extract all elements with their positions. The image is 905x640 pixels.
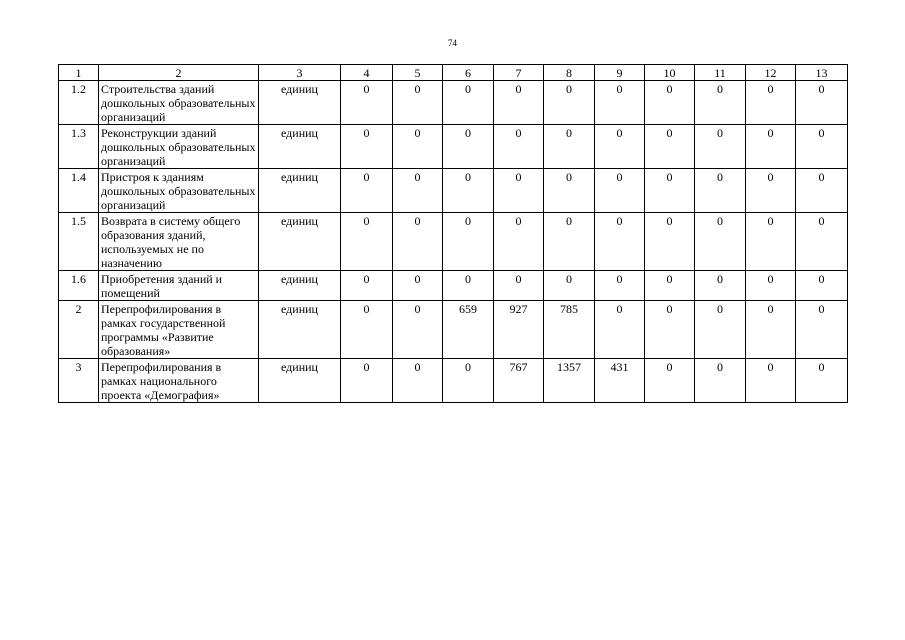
row-number-cell: 1.3 — [59, 125, 99, 169]
data-table — [58, 64, 848, 403]
value-cell: 0 — [443, 271, 494, 301]
row-name-cell: Пристроя к зданиям дошкольных образовательных организаций — [99, 169, 259, 213]
value-cell: 0 — [544, 125, 595, 169]
value-cell: 0 — [796, 213, 848, 271]
value-cell: 0 — [796, 81, 848, 125]
row-name-cell: Реконструкции зданий дошкольных образовательных организаций — [99, 125, 259, 169]
row-number-cell: 1.5 — [59, 213, 99, 271]
value-cell: 0 — [341, 81, 393, 125]
column-header: 7 — [494, 65, 544, 81]
table-row — [59, 359, 848, 403]
table-row — [59, 213, 848, 271]
value-cell: 0 — [341, 359, 393, 403]
row-name-cell: Перепрофилирования в рамках национального проекта «Демография» — [99, 359, 259, 403]
row-unit-cell: единиц — [259, 169, 341, 213]
value-cell: 0 — [695, 125, 746, 169]
value-cell: 0 — [393, 213, 443, 271]
table-row — [59, 169, 848, 213]
value-cell: 0 — [695, 81, 746, 125]
row-number-cell: 1.6 — [59, 271, 99, 301]
value-cell: 0 — [544, 213, 595, 271]
value-cell: 0 — [746, 301, 796, 359]
value-cell: 0 — [595, 271, 645, 301]
row-name-cell: Возврата в систему общего образования зданий, используемых не по назначению — [99, 213, 259, 271]
row-number-cell: 1.4 — [59, 169, 99, 213]
value-cell: 0 — [494, 271, 544, 301]
value-cell: 0 — [746, 271, 796, 301]
value-cell: 0 — [645, 125, 695, 169]
page-number: 74 — [448, 38, 457, 48]
column-header: 3 — [259, 65, 341, 81]
value-cell: 0 — [494, 125, 544, 169]
value-cell: 659 — [443, 301, 494, 359]
value-cell: 0 — [645, 81, 695, 125]
value-cell: 0 — [393, 125, 443, 169]
value-cell: 0 — [796, 271, 848, 301]
value-cell: 0 — [341, 271, 393, 301]
column-header: 9 — [595, 65, 645, 81]
value-cell: 0 — [746, 169, 796, 213]
value-cell: 0 — [341, 125, 393, 169]
value-cell: 0 — [746, 125, 796, 169]
value-cell: 0 — [544, 271, 595, 301]
column-header: 4 — [341, 65, 393, 81]
value-cell: 0 — [494, 213, 544, 271]
value-cell: 0 — [443, 81, 494, 125]
row-unit-cell: единиц — [259, 301, 341, 359]
value-cell: 0 — [645, 301, 695, 359]
value-cell: 0 — [393, 81, 443, 125]
column-header: 5 — [393, 65, 443, 81]
table-row — [59, 81, 848, 125]
value-cell: 0 — [595, 301, 645, 359]
value-cell: 0 — [341, 301, 393, 359]
value-cell: 0 — [695, 359, 746, 403]
value-cell: 0 — [443, 125, 494, 169]
column-header: 13 — [796, 65, 848, 81]
value-cell: 0 — [393, 359, 443, 403]
value-cell: 0 — [341, 169, 393, 213]
row-number-cell: 2 — [59, 301, 99, 359]
value-cell: 0 — [746, 213, 796, 271]
value-cell: 0 — [443, 213, 494, 271]
value-cell: 0 — [695, 301, 746, 359]
row-unit-cell: единиц — [259, 213, 341, 271]
row-name-cell: Приобретения зданий и помещений — [99, 271, 259, 301]
value-cell: 0 — [341, 213, 393, 271]
value-cell: 0 — [796, 301, 848, 359]
column-header: 8 — [544, 65, 595, 81]
value-cell: 0 — [494, 81, 544, 125]
value-cell: 1357 — [544, 359, 595, 403]
value-cell: 0 — [595, 81, 645, 125]
value-cell: 0 — [595, 125, 645, 169]
value-cell: 0 — [393, 271, 443, 301]
value-cell: 0 — [645, 213, 695, 271]
value-cell: 0 — [746, 359, 796, 403]
value-cell: 0 — [443, 169, 494, 213]
value-cell: 0 — [796, 169, 848, 213]
column-header: 11 — [695, 65, 746, 81]
value-cell: 0 — [796, 125, 848, 169]
table-body — [59, 81, 848, 403]
value-cell: 0 — [544, 169, 595, 213]
value-cell: 0 — [645, 169, 695, 213]
value-cell: 767 — [494, 359, 544, 403]
value-cell: 0 — [595, 213, 645, 271]
value-cell: 0 — [494, 169, 544, 213]
value-cell: 0 — [393, 169, 443, 213]
row-name-cell: Перепрофилирования в рамках государственной программы «Развитие образования» — [99, 301, 259, 359]
column-header: 1 — [59, 65, 99, 81]
value-cell: 0 — [544, 81, 595, 125]
row-unit-cell: единиц — [259, 81, 341, 125]
value-cell: 0 — [595, 169, 645, 213]
value-cell: 0 — [695, 271, 746, 301]
value-cell: 0 — [695, 213, 746, 271]
value-cell: 785 — [544, 301, 595, 359]
value-cell: 927 — [494, 301, 544, 359]
table-row — [59, 271, 848, 301]
value-cell: 0 — [645, 271, 695, 301]
row-number-cell: 3 — [59, 359, 99, 403]
value-cell: 431 — [595, 359, 645, 403]
table-row — [59, 301, 848, 359]
header-row — [59, 65, 848, 81]
column-header: 12 — [746, 65, 796, 81]
column-header: 10 — [645, 65, 695, 81]
row-unit-cell: единиц — [259, 359, 341, 403]
row-unit-cell: единиц — [259, 125, 341, 169]
table-row — [59, 125, 848, 169]
value-cell: 0 — [393, 301, 443, 359]
value-cell: 0 — [443, 359, 494, 403]
value-cell: 0 — [746, 81, 796, 125]
row-number-cell: 1.2 — [59, 81, 99, 125]
row-name-cell: Строительства зданий дошкольных образовательных организаций — [99, 81, 259, 125]
value-cell: 0 — [796, 359, 848, 403]
column-header: 6 — [443, 65, 494, 81]
value-cell: 0 — [645, 359, 695, 403]
column-header: 2 — [99, 65, 259, 81]
value-cell: 0 — [695, 169, 746, 213]
row-unit-cell: единиц — [259, 271, 341, 301]
